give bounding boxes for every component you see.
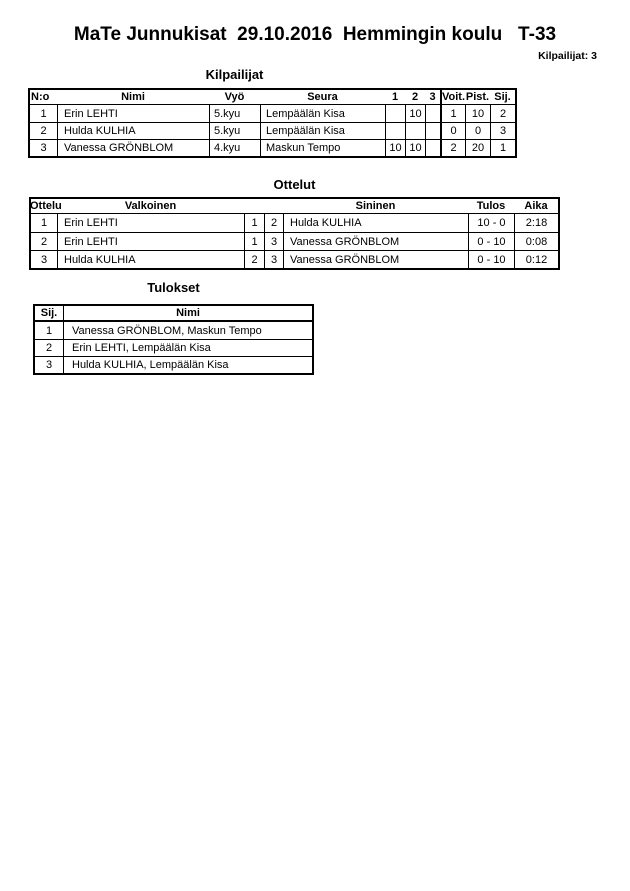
cell-no: 2 bbox=[40, 125, 47, 137]
header-tulos: Tulos bbox=[476, 200, 506, 212]
table-row bbox=[30, 122, 515, 139]
cell-match-no: 1 bbox=[40, 217, 48, 229]
header-spacer bbox=[264, 199, 283, 213]
table-row bbox=[31, 232, 558, 250]
cell-sij: 2 bbox=[45, 342, 53, 354]
matches-header-row bbox=[31, 199, 558, 214]
cell-sij: 1 bbox=[490, 140, 515, 156]
header-match1: 1 bbox=[391, 91, 399, 103]
cell-vyo: 5.kyu bbox=[209, 123, 260, 139]
cell-match2 bbox=[405, 123, 425, 139]
cell-voit: 0 bbox=[440, 123, 465, 139]
cell-nimi: Vanessa GRÖNBLOM, Maskun Tempo bbox=[63, 322, 312, 339]
cell-seura: Lempäälän Kisa bbox=[260, 123, 385, 139]
header-pist: Pist. bbox=[465, 91, 490, 103]
cell-valkoinen: Hulda KULHIA bbox=[57, 251, 244, 268]
cell-tulos: 10 - 0 bbox=[468, 214, 514, 232]
cell-blue-num: 3 bbox=[264, 251, 283, 268]
header-voit: Voit. bbox=[442, 91, 466, 103]
cell-blue-num: 2 bbox=[264, 214, 283, 232]
cell-white-num: 2 bbox=[244, 251, 264, 268]
cell-nimi: Hulda KULHIA bbox=[57, 123, 209, 139]
results-header-row bbox=[35, 306, 312, 322]
cell-sininen: Vanessa GRÖNBLOM bbox=[283, 233, 468, 250]
cell-match1 bbox=[385, 105, 405, 122]
header-seura: Seura bbox=[307, 91, 338, 103]
results-table bbox=[33, 304, 314, 375]
cell-pist: 10 bbox=[465, 105, 490, 122]
cell-seura: Maskun Tempo bbox=[260, 140, 385, 156]
cell-no: 1 bbox=[40, 107, 47, 120]
cell-voit: 2 bbox=[440, 140, 465, 156]
cell-match2: 10 bbox=[405, 105, 425, 122]
cell-match3 bbox=[425, 123, 440, 139]
competitors-header-row bbox=[30, 90, 515, 105]
cell-sininen: Hulda KULHIA bbox=[283, 214, 468, 232]
cell-pist: 20 bbox=[465, 140, 490, 156]
header-spacer bbox=[244, 199, 264, 213]
cell-seura: Lempäälän Kisa bbox=[260, 105, 385, 122]
cell-sij: 3 bbox=[45, 359, 53, 371]
header-sininen: Sininen bbox=[355, 200, 396, 212]
cell-sij: 3 bbox=[490, 123, 515, 139]
cell-sij: 1 bbox=[45, 324, 53, 337]
cell-nimi: Erin LEHTI, Lempäälän Kisa bbox=[63, 340, 312, 356]
cell-pist: 0 bbox=[465, 123, 490, 139]
header-nimi: Nimi bbox=[63, 306, 312, 320]
header-valkoinen: Valkoinen bbox=[124, 200, 177, 212]
cell-tulos: 0 - 10 bbox=[468, 233, 514, 250]
cell-voit: 1 bbox=[440, 105, 465, 122]
cell-white-num: 1 bbox=[244, 233, 264, 250]
section-heading-kilpailijat: Kilpailijat bbox=[205, 67, 264, 82]
cell-valkoinen: Erin LEHTI bbox=[57, 233, 244, 250]
header-match2: 2 bbox=[411, 91, 419, 103]
cell-match1: 10 bbox=[385, 140, 405, 156]
table-row bbox=[35, 339, 312, 356]
cell-match3 bbox=[425, 140, 440, 156]
cell-valkoinen: Erin LEHTI bbox=[57, 214, 244, 232]
cell-aika: 2:18 bbox=[514, 214, 558, 232]
header-match3: 3 bbox=[429, 91, 436, 103]
section-heading-ottelut: Ottelut bbox=[273, 177, 316, 192]
cell-nimi: Hulda KULHIA, Lempäälän Kisa bbox=[63, 357, 312, 373]
cell-match1 bbox=[385, 123, 405, 139]
cell-nimi: Erin LEHTI bbox=[57, 105, 209, 122]
cell-vyo: 5.kyu bbox=[209, 105, 260, 122]
header-ottelu: Ottelu bbox=[30, 200, 62, 212]
cell-white-num: 1 bbox=[244, 214, 264, 232]
cell-aika: 0:12 bbox=[514, 251, 558, 268]
cell-vyo: 4.kyu bbox=[209, 140, 260, 156]
header-aika: Aika bbox=[524, 200, 548, 212]
cell-match3 bbox=[425, 105, 440, 122]
header-nimi: Nimi bbox=[121, 91, 145, 103]
competitors-count: Kilpailijat: 3 bbox=[538, 50, 597, 62]
table-row bbox=[35, 356, 312, 373]
table-row bbox=[30, 105, 515, 122]
table-row bbox=[30, 139, 515, 156]
cell-aika: 0:08 bbox=[514, 233, 558, 250]
header-sij: Sij. bbox=[494, 91, 511, 103]
cell-no: 3 bbox=[40, 142, 47, 154]
competitors-table bbox=[28, 88, 517, 158]
cell-match-no: 2 bbox=[40, 235, 48, 248]
table-row bbox=[31, 214, 558, 232]
cell-match-no: 3 bbox=[40, 253, 48, 266]
section-heading-tulokset: Tulokset bbox=[147, 280, 200, 295]
header-no: N:o bbox=[31, 91, 50, 103]
cell-blue-num: 3 bbox=[264, 233, 283, 250]
table-row bbox=[31, 250, 558, 268]
matches-table bbox=[29, 197, 560, 270]
table-row bbox=[35, 322, 312, 339]
cell-nimi: Vanessa GRÖNBLOM bbox=[57, 140, 209, 156]
cell-sininen: Vanessa GRÖNBLOM bbox=[283, 251, 468, 268]
cell-tulos: 0 - 10 bbox=[468, 251, 514, 268]
cell-sij: 2 bbox=[490, 105, 515, 122]
header-vyo: Vyö bbox=[224, 91, 245, 103]
page-title: MaTe Junnukisat 29.10.2016 Hemmingin koulu T-33 bbox=[73, 24, 557, 45]
header-sij: Sij. bbox=[40, 307, 58, 319]
cell-match2: 10 bbox=[405, 140, 425, 156]
